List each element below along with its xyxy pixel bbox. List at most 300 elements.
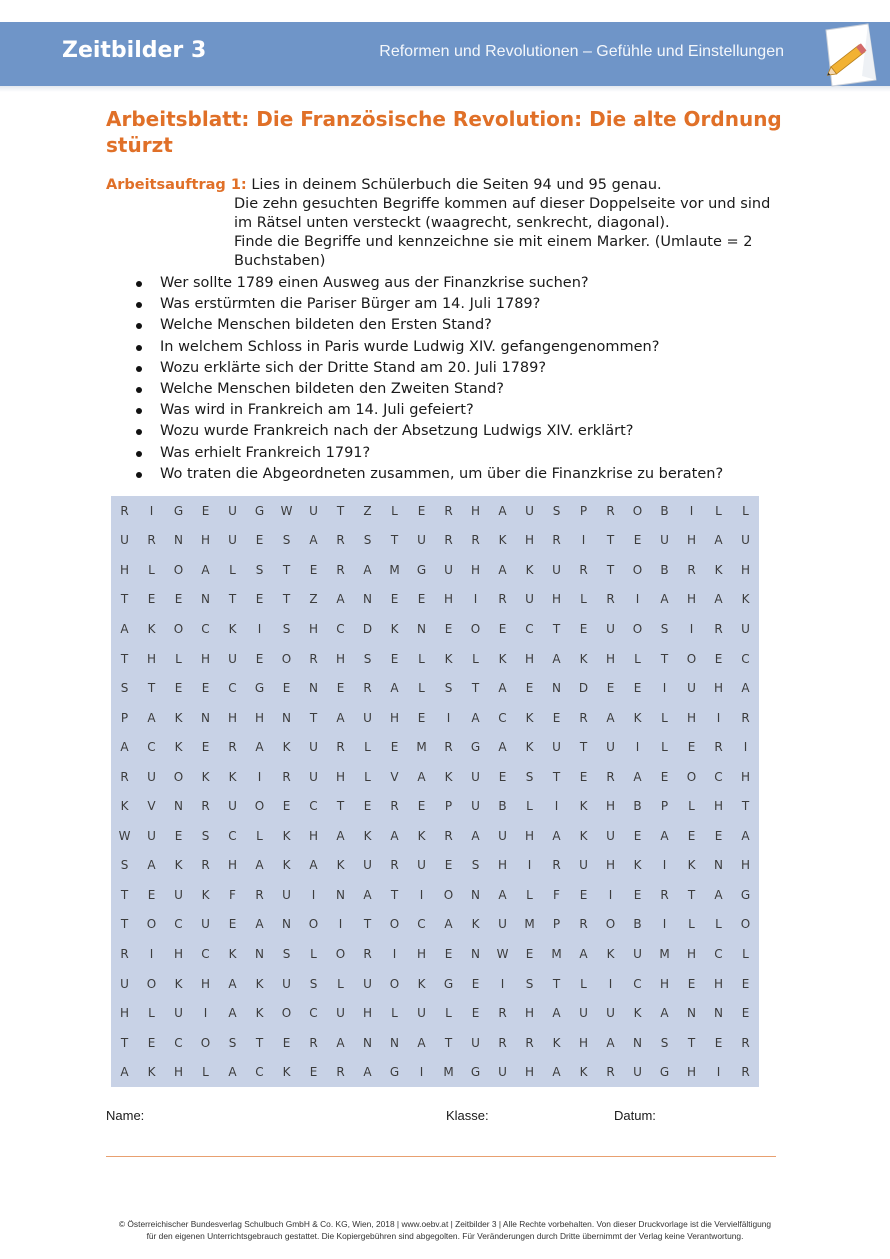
grid-cell: S: [525, 976, 534, 991]
grid-cell: A: [498, 503, 507, 518]
grid-cell: N: [309, 681, 318, 696]
grid-cell: H: [146, 651, 157, 666]
bullet-icon: [136, 472, 142, 478]
grid-cell: T: [255, 1035, 264, 1050]
grid-cell: R: [309, 651, 318, 666]
grid-cell: U: [471, 799, 480, 814]
grid-cell: K: [255, 1006, 264, 1021]
grid-cell: G: [443, 976, 454, 991]
grid-cell: E: [390, 592, 399, 607]
grid-cell: L: [580, 976, 587, 991]
task-line-3: im Rätsel unten versteckt (waagrecht, senkrecht, diagonal).: [234, 215, 670, 231]
grid-cell: A: [633, 769, 642, 784]
grid-cell: E: [444, 621, 453, 636]
grid-cell: H: [605, 651, 616, 666]
grid-cell: S: [282, 946, 291, 961]
question-text: Welche Menschen bildeten den Ersten Stand?: [160, 317, 492, 334]
grid-cell: B: [633, 799, 642, 814]
grid-cell: A: [336, 710, 345, 725]
grid-cell: O: [605, 917, 616, 932]
grid-cell: W: [118, 828, 131, 843]
grid-cell: U: [201, 917, 210, 932]
grid-cell: H: [740, 858, 751, 873]
grid-cell: K: [282, 1065, 291, 1080]
grid-cell: A: [606, 710, 615, 725]
grid-cell: H: [740, 769, 751, 784]
grid-cell: E: [741, 1006, 750, 1021]
grid-cell: M: [551, 946, 562, 961]
grid-cell: H: [416, 946, 427, 961]
grid-cell: T: [579, 740, 588, 755]
grid-cell: S: [282, 621, 291, 636]
grid-cell: E: [687, 976, 696, 991]
grid-cell: K: [174, 858, 183, 873]
grid-cell: H: [524, 533, 535, 548]
grid-cell: E: [255, 533, 264, 548]
grid-cell: O: [308, 917, 319, 932]
grid-cell: E: [606, 681, 615, 696]
grid-cell: A: [228, 1006, 237, 1021]
task-line-2: Die zehn gesuchten Begriffe kommen auf dieser Doppelseite vor und sind: [234, 196, 771, 212]
bullet-icon: [136, 323, 142, 329]
grid-cell: H: [470, 562, 481, 577]
grid-cell: B: [660, 562, 669, 577]
grid-cell: L: [661, 710, 668, 725]
grid-cell: R: [579, 710, 588, 725]
grid-cell: U: [498, 1065, 507, 1080]
grid-cell: K: [579, 828, 588, 843]
grid-cell: W: [496, 946, 509, 961]
grid-cell: N: [201, 710, 210, 725]
grid-cell: H: [713, 976, 724, 991]
grid-cell: R: [255, 887, 264, 902]
grid-cell: E: [417, 503, 426, 518]
grid-cell: U: [498, 917, 507, 932]
grid-cell: R: [660, 887, 669, 902]
class-label: Klasse:: [446, 1108, 489, 1123]
grid-cell: E: [741, 976, 750, 991]
grid-cell: U: [228, 533, 237, 548]
grid-cell: K: [174, 710, 183, 725]
grid-cell: I: [635, 592, 640, 607]
grid-cell: O: [146, 976, 157, 991]
grid-cell: R: [498, 1035, 507, 1050]
question-item: [134, 464, 723, 485]
grid-cell: O: [632, 621, 643, 636]
grid-cell: C: [714, 769, 723, 784]
grid-cell: S: [660, 621, 669, 636]
grid-cell: K: [174, 740, 183, 755]
grid-cell: E: [336, 681, 345, 696]
grid-cell: T: [687, 887, 696, 902]
grid-cell: I: [311, 887, 316, 902]
grid-cell: K: [255, 976, 264, 991]
grid-cell: O: [146, 917, 157, 932]
grid-cell: K: [228, 769, 237, 784]
grid-cell: H: [713, 799, 724, 814]
grid-cell: P: [120, 710, 129, 725]
grid-cell: S: [309, 976, 318, 991]
grid-cell: K: [444, 651, 453, 666]
grid-cell: A: [120, 1065, 129, 1080]
grid-cell: R: [444, 533, 453, 548]
grid-cell: A: [336, 592, 345, 607]
grid-cell: K: [201, 887, 210, 902]
grid-cell: A: [336, 1035, 345, 1050]
grid-cell: H: [200, 976, 211, 991]
grid-cell: L: [148, 562, 155, 577]
grid-cell: H: [470, 503, 481, 518]
grid-cell: K: [741, 592, 750, 607]
grid-cell: K: [525, 710, 534, 725]
grid-cell: U: [741, 621, 750, 636]
grid-cell: U: [363, 976, 372, 991]
grid-cell: T: [282, 592, 291, 607]
grid-cell: R: [120, 946, 129, 961]
grid-cell: O: [254, 799, 265, 814]
header-divider: [0, 86, 890, 92]
grid-cell: K: [417, 976, 426, 991]
grid-cell: K: [633, 710, 642, 725]
grid-cell: R: [336, 562, 345, 577]
grid-cell: E: [444, 858, 453, 873]
copyright-footer: [0, 1218, 890, 1242]
grid-cell: I: [635, 740, 640, 755]
grid-cell: O: [173, 621, 184, 636]
grid-cell: D: [362, 621, 373, 636]
question-text: Was erhielt Frankreich 1791?: [160, 444, 371, 461]
grid-cell: K: [525, 562, 534, 577]
grid-cell: M: [443, 1065, 454, 1080]
grid-cell: S: [282, 533, 291, 548]
grid-cell: E: [471, 1006, 480, 1021]
grid-cell: H: [200, 533, 211, 548]
grid-cell: K: [687, 858, 696, 873]
grid-cell: U: [606, 740, 615, 755]
grid-cell: S: [363, 533, 372, 548]
grid-cell: N: [390, 1035, 399, 1050]
grid-cell: A: [363, 562, 372, 577]
grid-cell: A: [471, 828, 480, 843]
grid-cell: N: [363, 592, 372, 607]
grid-cell: R: [444, 740, 453, 755]
grid-cell: T: [363, 917, 372, 932]
grid-cell: N: [714, 1006, 723, 1021]
grid-cell: R: [714, 740, 723, 755]
name-label: Name:: [106, 1108, 145, 1123]
grid-cell: I: [581, 533, 586, 548]
grid-cell: E: [633, 533, 642, 548]
grid-cell: H: [119, 1006, 130, 1021]
grid-cell: E: [525, 681, 534, 696]
grid-cell: A: [120, 621, 129, 636]
grid-cell: R: [120, 769, 129, 784]
grid-cell: U: [606, 1006, 615, 1021]
grid-cell: O: [632, 503, 643, 518]
header-subtitle: Reformen und Revolutionen – Gefühle und Einstellungen: [379, 43, 784, 60]
grid-cell: H: [362, 1006, 373, 1021]
grid-cell: I: [608, 976, 613, 991]
grid-cell: T: [120, 651, 129, 666]
grid-cell: I: [392, 946, 397, 961]
grid-cell: T: [552, 769, 561, 784]
grid-cell: E: [174, 592, 183, 607]
grid-cell: Z: [309, 592, 318, 607]
grid-cell: O: [173, 562, 184, 577]
grid-cell: A: [552, 1065, 561, 1080]
grid-cell: R: [552, 533, 561, 548]
grid-cell: U: [147, 769, 156, 784]
bullet-icon: [136, 281, 142, 287]
grid-cell: A: [498, 740, 507, 755]
grid-cell: E: [201, 681, 210, 696]
grid-cell: E: [201, 740, 210, 755]
grid-cell: I: [419, 887, 424, 902]
grid-cell: V: [390, 769, 399, 784]
grid-cell: L: [634, 651, 641, 666]
grid-cell: H: [173, 946, 184, 961]
grid-cell: A: [498, 562, 507, 577]
grid-cell: N: [174, 533, 183, 548]
grid-cell: K: [201, 769, 210, 784]
grid-cell: A: [660, 592, 669, 607]
grid-cell: U: [471, 1035, 480, 1050]
grid-cell: R: [579, 562, 588, 577]
grid-cell: K: [633, 1006, 642, 1021]
grid-cell: R: [471, 533, 480, 548]
grid-cell: K: [444, 769, 453, 784]
grid-cell: K: [498, 651, 507, 666]
grid-cell: H: [686, 533, 697, 548]
grid-cell: O: [686, 769, 697, 784]
grid-cell: H: [335, 651, 346, 666]
grid-cell: A: [417, 1035, 426, 1050]
grid-cell: L: [391, 503, 398, 518]
grid-cell: O: [389, 917, 400, 932]
grid-cell: U: [363, 710, 372, 725]
grid-cell: E: [147, 592, 156, 607]
grid-cell: N: [687, 1006, 696, 1021]
grid-cell: K: [147, 1065, 156, 1080]
grid-cell: R: [687, 562, 696, 577]
grid-cell: A: [228, 976, 237, 991]
question-text: Welche Menschen bildeten den Zweiten Stand?: [160, 381, 504, 398]
grid-cell: U: [741, 533, 750, 548]
grid-cell: U: [633, 946, 642, 961]
grid-cell: L: [688, 917, 695, 932]
grid-cell: A: [255, 858, 264, 873]
grid-cell: H: [524, 651, 535, 666]
footer-line-2: für den eigenen Unterrichtsgebrauch gestattet. Die Kopiergebühren sind abgegolten. Für Veränderungen durch Dritte übernimmt der Verlag keine Verantwortung.: [146, 1231, 744, 1241]
grid-cell: C: [147, 740, 156, 755]
grid-cell: R: [741, 710, 750, 725]
grid-cell: H: [740, 562, 751, 577]
grid-cell: R: [741, 1035, 750, 1050]
grid-cell: R: [228, 740, 237, 755]
grid-cell: E: [282, 799, 291, 814]
grid-cell: E: [174, 828, 183, 843]
grid-cell: P: [660, 799, 669, 814]
grid-cell: R: [525, 1035, 534, 1050]
question-text: In welchem Schloss in Paris wurde Ludwig XIV. gefangengenommen?: [160, 338, 660, 355]
grid-cell: H: [713, 681, 724, 696]
grid-cell: A: [552, 651, 561, 666]
grid-cell: L: [337, 976, 344, 991]
grid-cell: I: [608, 887, 613, 902]
grid-cell: T: [471, 681, 480, 696]
grid-cell: A: [336, 828, 345, 843]
grid-cell: C: [741, 651, 750, 666]
grid-cell: U: [552, 562, 561, 577]
grid-cell: I: [689, 621, 694, 636]
grid-cell: I: [662, 917, 667, 932]
grid-cell: G: [740, 887, 751, 902]
grid-cell: A: [363, 887, 372, 902]
pencil-paper-icon: [818, 20, 882, 90]
grid-cell: O: [470, 621, 481, 636]
grid-cell: U: [417, 858, 426, 873]
grid-cell: H: [605, 799, 616, 814]
grid-cell: L: [202, 1065, 209, 1080]
grid-cell: K: [282, 858, 291, 873]
grid-cell: T: [552, 976, 561, 991]
grid-cell: R: [606, 769, 615, 784]
grid-cell: T: [309, 710, 318, 725]
grid-cell: I: [743, 740, 748, 755]
grid-cell: K: [174, 976, 183, 991]
grid-cell: V: [147, 799, 156, 814]
grid-cell: L: [688, 799, 695, 814]
grid-cell: E: [633, 887, 642, 902]
grid-cell: M: [659, 946, 670, 961]
grid-cell: G: [254, 503, 265, 518]
grid-cell: E: [579, 769, 588, 784]
grid-cell: I: [473, 592, 478, 607]
grid-cell: U: [525, 592, 534, 607]
grid-cell: K: [228, 946, 237, 961]
grid-cell: I: [500, 976, 505, 991]
grid-cell: I: [527, 858, 532, 873]
grid-cell: H: [686, 1065, 697, 1080]
worksheet-title: Arbeitsblatt: Die Französische Revolution: Die alte Ordnung stürzt: [106, 107, 782, 157]
grid-cell: U: [579, 1006, 588, 1021]
grid-cell: K: [606, 946, 615, 961]
grid-cell: L: [418, 681, 425, 696]
grid-cell: H: [443, 592, 454, 607]
grid-cell: E: [687, 828, 696, 843]
grid-cell: T: [120, 887, 129, 902]
grid-cell: A: [120, 740, 129, 755]
grid-cell: E: [714, 828, 723, 843]
grid-cell: G: [254, 681, 265, 696]
grid-cell: M: [389, 562, 400, 577]
grid-cell: C: [309, 1006, 318, 1021]
grid-cell: A: [741, 828, 750, 843]
grid-cell: T: [390, 887, 399, 902]
grid-cell: H: [227, 858, 238, 873]
grid-cell: H: [308, 828, 319, 843]
grid-cell: N: [471, 887, 480, 902]
grid-cell: U: [471, 769, 480, 784]
grid-cell: G: [470, 740, 481, 755]
grid-cell: N: [201, 592, 210, 607]
grid-cell: K: [579, 1065, 588, 1080]
grid-cell: L: [715, 503, 722, 518]
grid-cell: K: [579, 651, 588, 666]
grid-cell: H: [119, 562, 130, 577]
grid-cell: M: [416, 740, 427, 755]
grid-cell: O: [389, 976, 400, 991]
grid-cell: N: [174, 799, 183, 814]
grid-cell: R: [606, 503, 615, 518]
bullet-icon: [136, 408, 142, 414]
grid-cell: C: [633, 976, 642, 991]
form-underline: [106, 1156, 776, 1157]
grid-cell: E: [255, 592, 264, 607]
grid-cell: A: [147, 710, 156, 725]
grid-cell: S: [363, 651, 372, 666]
question-text: Wozu erklärte sich der Dritte Stand am 20. Juli 1789?: [160, 359, 547, 376]
grid-cell: Z: [363, 503, 372, 518]
grid-cell: R: [336, 1065, 345, 1080]
grid-cell: K: [120, 799, 129, 814]
grid-cell: K: [417, 828, 426, 843]
grid-cell: S: [552, 503, 561, 518]
grid-cell: H: [227, 710, 238, 725]
grid-cell: A: [714, 887, 723, 902]
grid-cell: U: [363, 858, 372, 873]
grid-cell: P: [444, 799, 453, 814]
grid-cell: T: [741, 799, 750, 814]
grid-cell: U: [174, 1006, 183, 1021]
grid-cell: C: [228, 681, 237, 696]
question-text: Was wird in Frankreich am 14. Juli gefeiert?: [160, 402, 474, 419]
grid-cell: W: [280, 503, 293, 518]
grid-cell: O: [200, 1035, 211, 1050]
grid-cell: E: [498, 621, 507, 636]
grid-cell: U: [120, 976, 129, 991]
grid-cell: E: [417, 799, 426, 814]
grid-cell: A: [552, 828, 561, 843]
question-text: Wer sollte 1789 einen Ausweg aus der Finanzkrise suchen?: [160, 275, 589, 291]
grid-cell: I: [716, 1065, 721, 1080]
grid-cell: U: [228, 503, 237, 518]
grid-cell: E: [255, 651, 264, 666]
grid-cell: A: [309, 858, 318, 873]
grid-cell: H: [254, 710, 265, 725]
grid-cell: B: [633, 917, 642, 932]
grid-cell: L: [715, 917, 722, 932]
grid-cell: S: [660, 1035, 669, 1050]
grid-cell: H: [686, 592, 697, 607]
grid-cell: C: [309, 799, 318, 814]
grid-cell: U: [660, 533, 669, 548]
grid-cell: C: [525, 621, 534, 636]
grid-cell: C: [228, 828, 237, 843]
grid-cell: O: [443, 887, 454, 902]
grid-cell: A: [147, 858, 156, 873]
grid-cell: R: [336, 533, 345, 548]
grid-cell: I: [554, 799, 559, 814]
grid-cell: I: [419, 1065, 424, 1080]
grid-cell: N: [282, 917, 291, 932]
grid-cell: E: [417, 592, 426, 607]
grid-cell: K: [633, 858, 642, 873]
grid-cell: F: [553, 887, 560, 902]
grid-cell: T: [660, 651, 669, 666]
grid-cell: T: [390, 533, 399, 548]
grid-cell: S: [201, 828, 210, 843]
